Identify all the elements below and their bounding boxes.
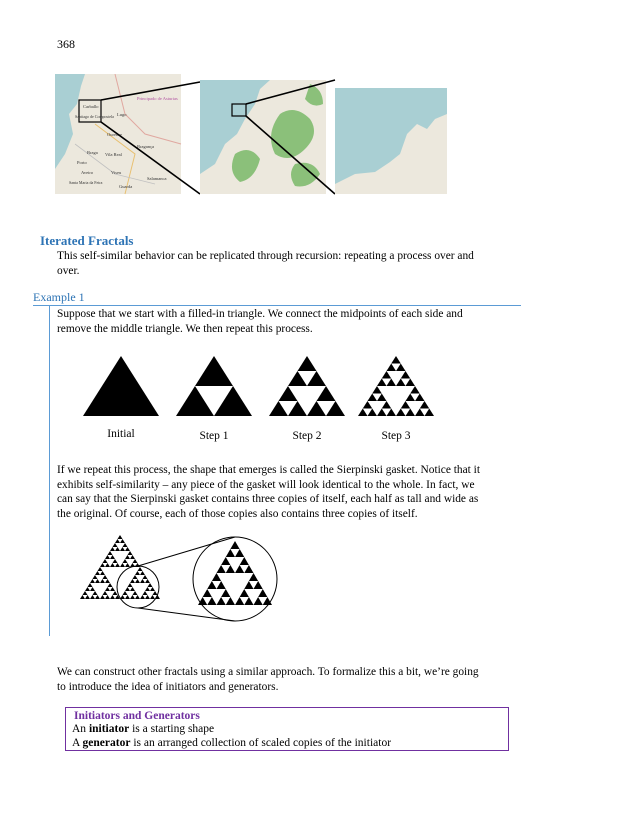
text-line: We can construct other fractals using a similar approach. To formalize this a bit, we’re going bbox=[57, 666, 479, 678]
triangle bbox=[372, 386, 382, 394]
triangle bbox=[105, 595, 110, 599]
def-rest: is an arranged collection of scaled copies of the initiator bbox=[130, 737, 392, 749]
triangle bbox=[120, 539, 125, 543]
triangle bbox=[125, 563, 130, 567]
triangle bbox=[110, 547, 115, 551]
triangle bbox=[90, 587, 95, 591]
triangle bbox=[363, 401, 373, 409]
def-term: initiator bbox=[88, 723, 130, 735]
triangle bbox=[85, 587, 90, 591]
triangle bbox=[133, 591, 138, 595]
triangle bbox=[153, 591, 158, 595]
definition-initiator bbox=[72, 723, 214, 735]
triangle bbox=[207, 581, 216, 589]
map-label: Carballo bbox=[83, 104, 99, 109]
triangle bbox=[401, 371, 411, 379]
triangle bbox=[105, 555, 110, 559]
triangle bbox=[145, 579, 150, 583]
triangle bbox=[110, 563, 115, 567]
triangle bbox=[125, 547, 130, 551]
triangle bbox=[249, 573, 258, 581]
triangle bbox=[307, 371, 326, 386]
zoom-connector bbox=[138, 608, 235, 621]
triangle bbox=[90, 595, 95, 599]
map-label: Viseu bbox=[111, 170, 122, 175]
text-line: This self-similar behavior can be replicated through recursion: repeating a process over and bbox=[57, 250, 474, 262]
triangle bbox=[138, 567, 143, 571]
triangle bbox=[401, 401, 411, 409]
triangle bbox=[217, 597, 226, 605]
map-label: Guarda bbox=[119, 184, 133, 189]
triangle bbox=[217, 581, 226, 589]
triangle bbox=[203, 589, 212, 597]
def-term: generator bbox=[82, 737, 131, 749]
map-label: Lugo bbox=[117, 112, 127, 117]
example-top-rule bbox=[33, 305, 521, 306]
triangle bbox=[130, 555, 135, 559]
page-number: 368 bbox=[57, 37, 75, 51]
map-label: Bragança bbox=[137, 144, 154, 149]
triangle bbox=[230, 541, 239, 549]
triangle bbox=[110, 595, 115, 599]
triangle bbox=[217, 565, 226, 573]
triangle bbox=[140, 571, 145, 575]
triangle bbox=[125, 555, 130, 559]
closing-paragraph bbox=[57, 665, 519, 694]
triangle bbox=[377, 379, 387, 387]
triangle bbox=[95, 571, 100, 575]
triangle bbox=[88, 583, 93, 587]
def-prefix: An bbox=[72, 723, 89, 735]
triangle bbox=[145, 595, 150, 599]
triangle bbox=[269, 401, 288, 416]
definition-title: Initiators and Generators bbox=[74, 710, 200, 722]
triangle bbox=[254, 581, 263, 589]
triangle bbox=[145, 587, 150, 591]
map-label: Vila Real bbox=[105, 152, 122, 157]
step-label: Step 2 bbox=[292, 430, 322, 442]
triangle bbox=[420, 401, 430, 409]
example-title: Example 1 bbox=[33, 290, 85, 304]
triangle bbox=[100, 563, 105, 567]
triangle bbox=[100, 571, 105, 575]
triangle bbox=[221, 557, 230, 565]
triangle bbox=[317, 386, 336, 401]
triangle bbox=[150, 595, 155, 599]
triangle bbox=[83, 591, 88, 595]
triangle bbox=[115, 563, 120, 567]
triangle bbox=[130, 587, 135, 591]
triangle bbox=[143, 575, 148, 579]
triangle bbox=[235, 597, 244, 605]
triangle bbox=[212, 573, 221, 581]
map-label: Santiago de Compostela bbox=[75, 114, 114, 119]
triangle bbox=[108, 551, 113, 555]
triangle bbox=[128, 583, 133, 587]
triangle bbox=[377, 409, 387, 417]
triangle bbox=[135, 595, 140, 599]
def-prefix: A bbox=[72, 737, 83, 749]
triangle bbox=[113, 559, 118, 563]
triangle bbox=[240, 557, 249, 565]
map-label: Salamanca bbox=[147, 176, 167, 181]
triangle bbox=[120, 547, 125, 551]
text-line: Suppose that we start with a filled-in triangle. We connect the midpoints of each side and bbox=[57, 308, 463, 320]
triangle bbox=[195, 356, 233, 386]
triangle bbox=[406, 379, 416, 387]
sierpinski-steps-figure bbox=[80, 356, 440, 448]
map-label: Aveiro bbox=[81, 170, 94, 175]
triangle bbox=[95, 579, 100, 583]
triangle bbox=[80, 595, 85, 599]
triangle bbox=[133, 575, 138, 579]
triangle bbox=[130, 579, 135, 583]
triangle bbox=[214, 386, 252, 416]
zoom-circle-large bbox=[193, 537, 277, 621]
triangle bbox=[377, 394, 387, 402]
triangle bbox=[108, 583, 113, 587]
triangle bbox=[123, 543, 128, 547]
triangle bbox=[113, 543, 118, 547]
triangle bbox=[120, 563, 125, 567]
triangle bbox=[105, 579, 110, 583]
triangle bbox=[391, 356, 401, 364]
triangle bbox=[288, 371, 307, 386]
triangle bbox=[415, 394, 425, 402]
triangle bbox=[98, 567, 103, 571]
triangle bbox=[105, 563, 110, 567]
triangle bbox=[226, 565, 235, 573]
map-zoom-figure bbox=[55, 74, 455, 196]
map-label: Ourense bbox=[107, 132, 122, 137]
text-line: exhibits self-similarity – any piece of the gasket will look identical to the whole. In fact, we bbox=[57, 478, 475, 491]
map-panel-coast bbox=[200, 80, 326, 194]
text-line: to introduce the idea of initiators and generators. bbox=[57, 680, 279, 693]
triangle bbox=[425, 409, 435, 417]
map-label: Principado de Asturias bbox=[137, 96, 178, 101]
triangle bbox=[115, 547, 120, 551]
triangle bbox=[396, 364, 406, 372]
triangle bbox=[406, 394, 416, 402]
map-label: Porto bbox=[77, 160, 87, 165]
triangle bbox=[244, 581, 253, 589]
example-paragraph-2 bbox=[57, 463, 519, 521]
triangle bbox=[140, 595, 145, 599]
triangle bbox=[133, 559, 138, 563]
self-similarity-zoom-figure bbox=[78, 535, 278, 627]
triangle bbox=[244, 565, 253, 573]
text-line: can say that the Sierpinski gasket contains three copies of itself, each half as tall and wide as bbox=[57, 493, 479, 506]
triangle bbox=[368, 394, 378, 402]
triangle bbox=[226, 549, 235, 557]
intro-paragraph bbox=[57, 249, 519, 278]
triangle bbox=[326, 401, 345, 416]
triangle bbox=[115, 539, 120, 543]
triangle bbox=[105, 587, 110, 591]
triangle bbox=[176, 386, 214, 416]
step-label: Step 1 bbox=[199, 430, 229, 442]
example-paragraph-1 bbox=[57, 307, 519, 336]
triangle bbox=[140, 579, 145, 583]
triangle bbox=[396, 379, 406, 387]
triangle bbox=[244, 597, 253, 605]
text-line: remove the middle triangle. We then repeat this process. bbox=[57, 322, 313, 335]
map-panel-detail bbox=[335, 88, 447, 194]
triangle bbox=[396, 409, 406, 417]
triangle bbox=[100, 595, 105, 599]
triangle bbox=[103, 575, 108, 579]
triangle bbox=[406, 409, 416, 417]
triangle bbox=[387, 409, 397, 417]
triangle bbox=[143, 591, 148, 595]
triangle bbox=[118, 535, 123, 539]
example-side-rule bbox=[49, 305, 50, 636]
triangle bbox=[93, 575, 98, 579]
triangle bbox=[135, 579, 140, 583]
definition-generator bbox=[72, 737, 391, 749]
triangle bbox=[148, 583, 153, 587]
triangle bbox=[130, 595, 135, 599]
triangle bbox=[368, 409, 378, 417]
triangle bbox=[90, 579, 95, 583]
triangle bbox=[83, 356, 159, 416]
triangle bbox=[85, 595, 90, 599]
triangle bbox=[93, 591, 98, 595]
triangle bbox=[125, 587, 130, 591]
triangle bbox=[95, 595, 100, 599]
def-rest: is a starting shape bbox=[129, 723, 215, 735]
section-title: Iterated Fractals bbox=[40, 233, 134, 248]
triangle bbox=[240, 589, 249, 597]
triangle bbox=[279, 386, 298, 401]
triangle bbox=[128, 551, 133, 555]
triangle bbox=[307, 401, 326, 416]
triangle bbox=[298, 356, 317, 371]
triangle bbox=[226, 597, 235, 605]
map-label: Santa Maria da Feira bbox=[69, 180, 103, 185]
text-line: If we repeat this process, the shape that emerges is called the Sierpinski gasket. Notice that it bbox=[57, 464, 481, 476]
step-label: Initial bbox=[107, 428, 135, 440]
triangle bbox=[123, 591, 128, 595]
triangle bbox=[207, 597, 216, 605]
triangle bbox=[410, 386, 420, 394]
triangle bbox=[221, 589, 230, 597]
map-label: Braga bbox=[87, 150, 98, 155]
triangle bbox=[358, 409, 368, 417]
triangle bbox=[100, 579, 105, 583]
triangle bbox=[123, 559, 128, 563]
triangle bbox=[103, 559, 108, 563]
triangle bbox=[387, 379, 397, 387]
triangle bbox=[125, 595, 130, 599]
triangle bbox=[113, 591, 118, 595]
triangle bbox=[382, 401, 392, 409]
triangle bbox=[135, 571, 140, 575]
triangle bbox=[150, 587, 155, 591]
triangle bbox=[235, 565, 244, 573]
triangle bbox=[235, 549, 244, 557]
triangle bbox=[382, 371, 392, 379]
text-line: over. bbox=[57, 264, 80, 277]
triangle bbox=[258, 589, 267, 597]
triangle bbox=[110, 587, 115, 591]
text-line: the original. Of course, each of those copies also contains three copies of itself. bbox=[57, 507, 418, 520]
triangle bbox=[254, 597, 263, 605]
triangle bbox=[288, 401, 307, 416]
triangle bbox=[110, 555, 115, 559]
triangle bbox=[387, 364, 397, 372]
triangle bbox=[103, 591, 108, 595]
step-label: Step 3 bbox=[381, 430, 411, 442]
triangle bbox=[415, 409, 425, 417]
zoom-connector bbox=[138, 537, 235, 566]
